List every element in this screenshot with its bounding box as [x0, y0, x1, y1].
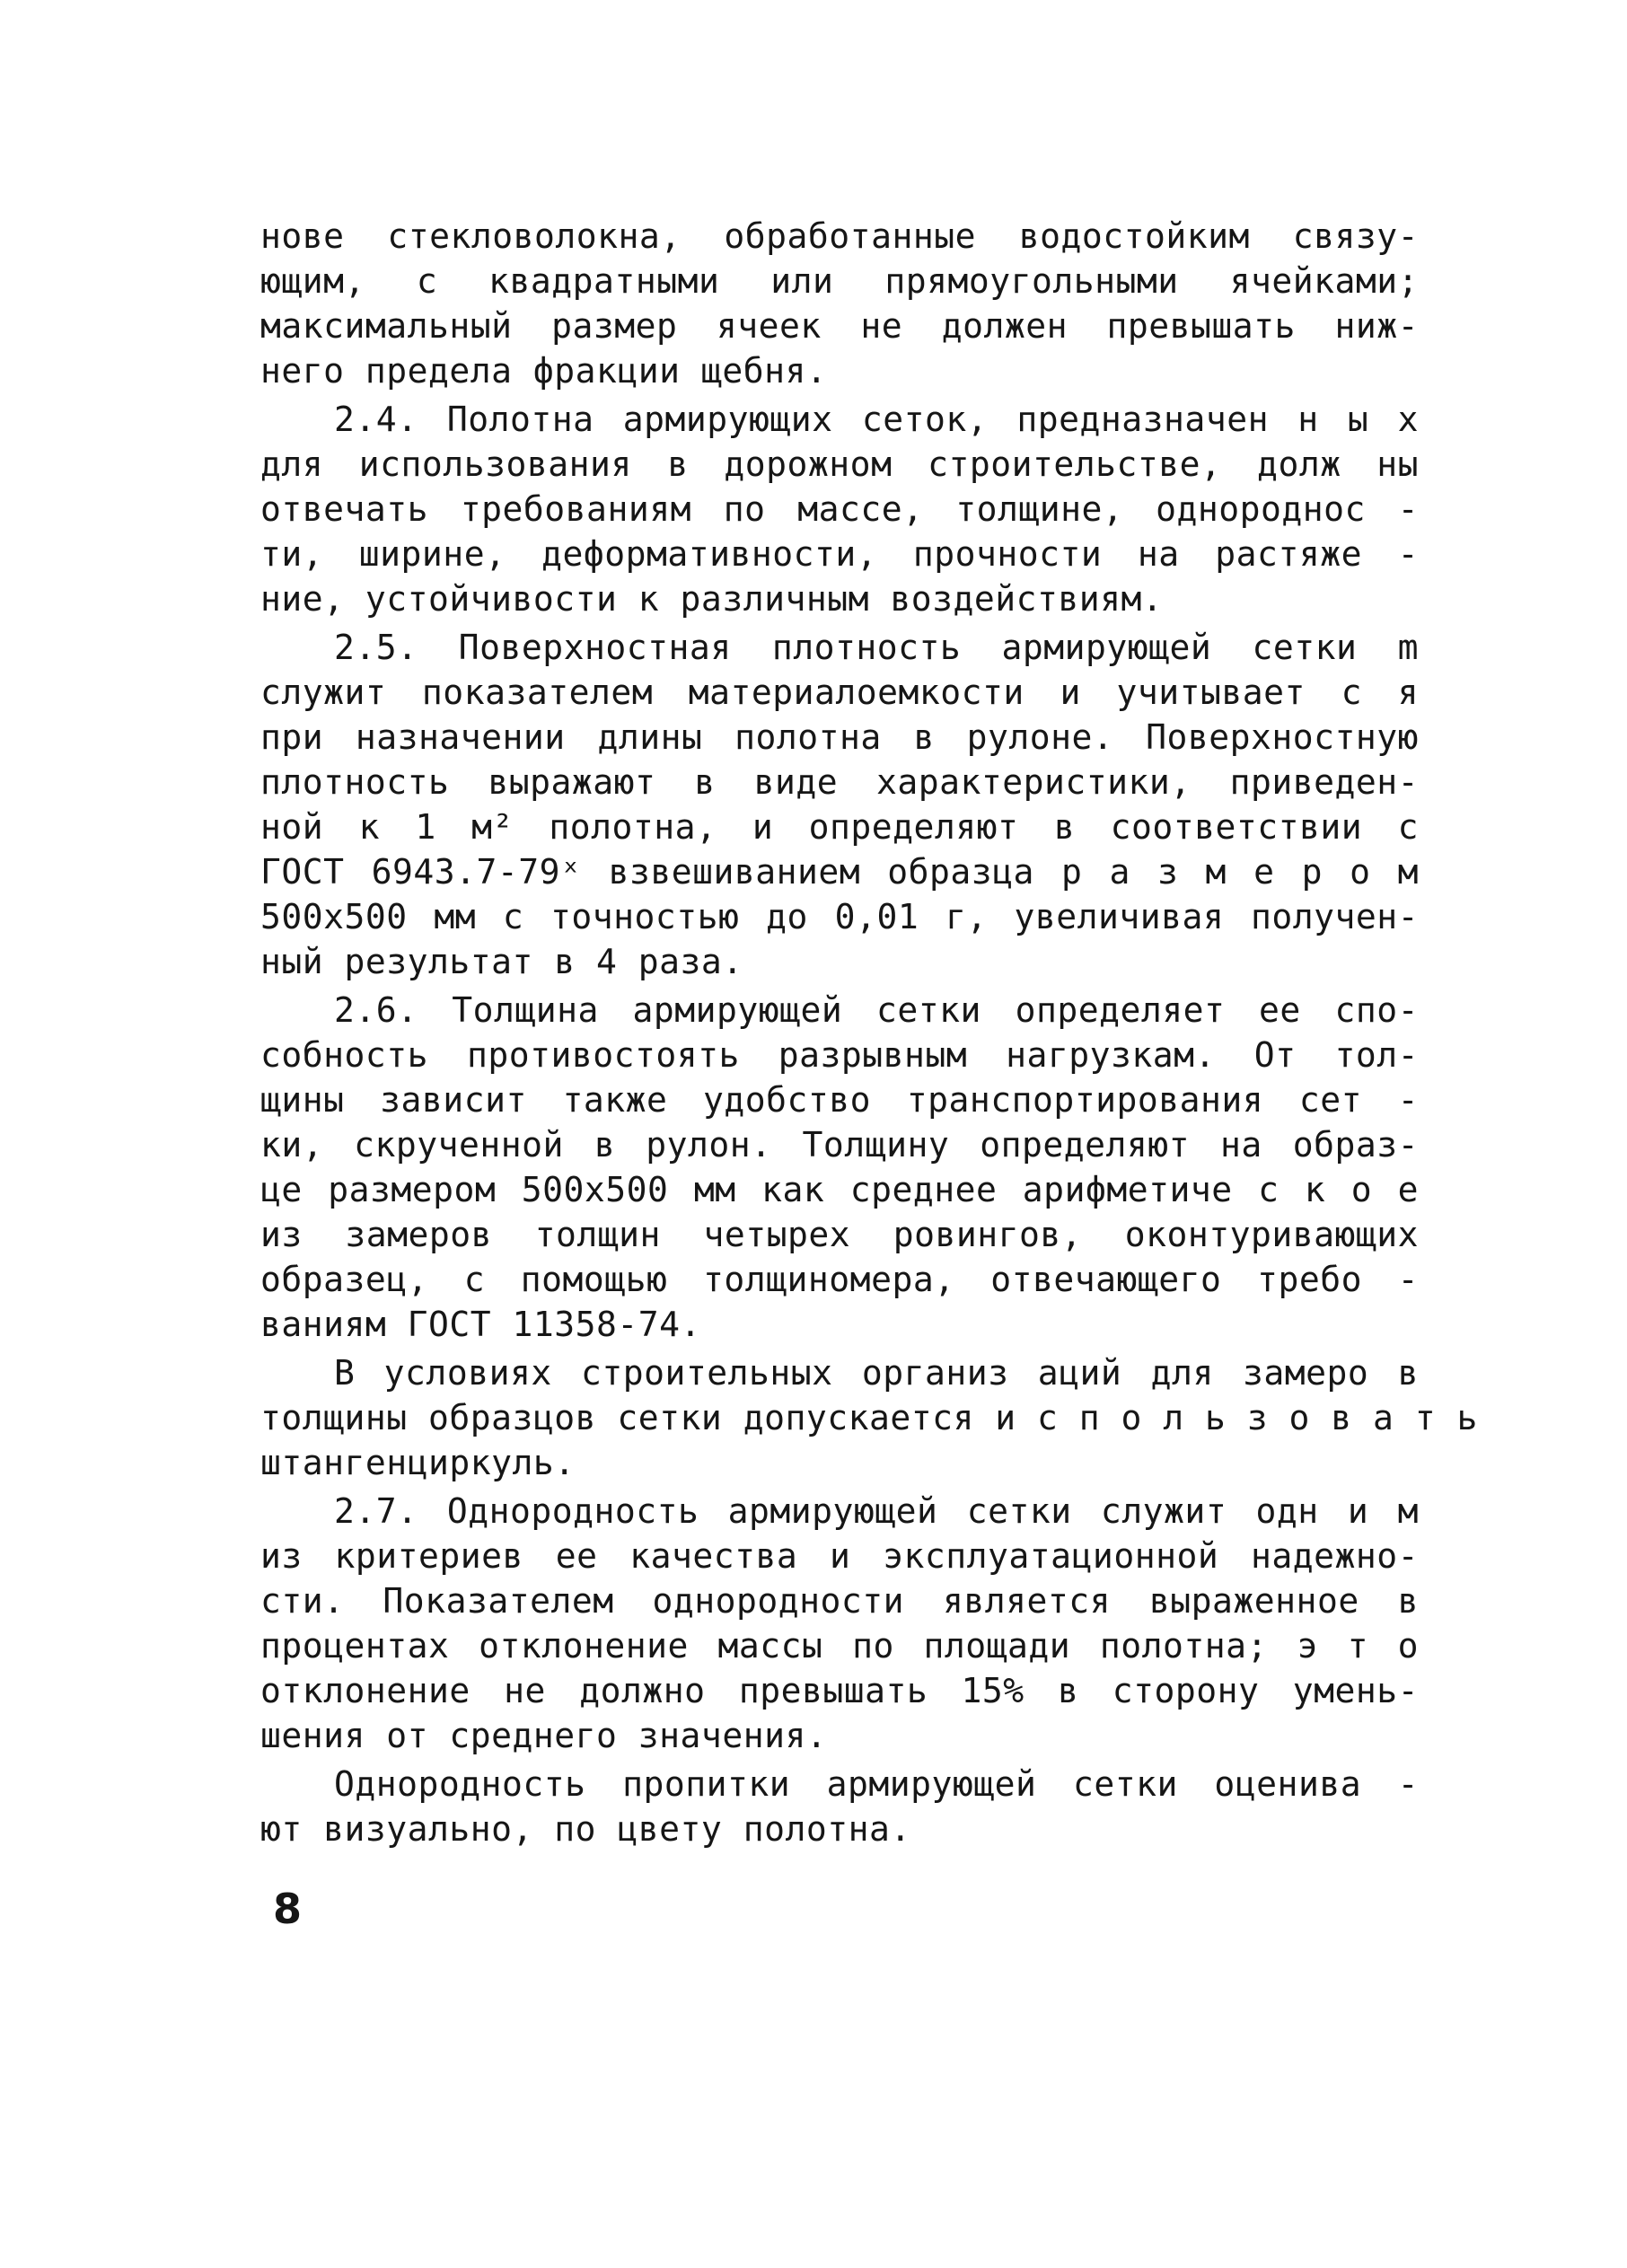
paragraph-2-4	[260, 397, 1419, 621]
text-line: 500х500 мм с точностью до 0,01 г, увеличивая получен-	[260, 897, 1419, 936]
text-line: ки, скрученной в рулон. Толщину определяют на образ-	[260, 1125, 1419, 1165]
paragraph-2-5	[260, 625, 1419, 984]
text-line: для использования в дорожном строительстве, долж ны	[260, 444, 1419, 484]
text-line: ние, устойчивости к различным воздействиям.	[260, 579, 1164, 619]
text-line: процентах отклонение массы по площади полотна; э т о	[260, 1626, 1419, 1666]
page-number: 8	[273, 1885, 303, 1933]
text-line: 2.5. Поверхностная плотность армирующей сетки m	[334, 628, 1419, 667]
text-line: ти, ширине, деформативности, прочности на растяже -	[260, 534, 1419, 574]
text-line: В условиях строительных организ аций для замеро в	[334, 1353, 1419, 1393]
text-line: шения от среднего значения.	[260, 1716, 828, 1755]
text-line: сти. Показателем однородности является выраженное в	[260, 1581, 1419, 1621]
text-line: це размером 500х500 мм как среднее арифметиче с к о е	[260, 1170, 1419, 1209]
paragraph-impregnation	[260, 1762, 1419, 1851]
text-line: ГОСТ 6943.7-79ˣ взвешиванием образца р а з м е р о м	[260, 852, 1419, 892]
text-line: Однородность пропитки армирующей сетки оценива -	[334, 1764, 1419, 1804]
text-line: щины зависит также удобство транспортирования сет -	[260, 1080, 1419, 1120]
text-line: ный результат в 4 раза.	[260, 942, 743, 981]
text-line: при назначении длины полотна в рулоне. Поверхностную	[260, 717, 1419, 757]
text-line: него предела фракции щебня.	[260, 351, 828, 391]
text-line: ваниям ГОСТ 11358-74.	[260, 1305, 701, 1344]
text-line: образец, с помощью толщиномера, отвечающего требо -	[260, 1260, 1419, 1299]
text-line: штангенциркуль.	[260, 1443, 576, 1482]
paragraph-2-6	[260, 988, 1419, 1347]
text-line: ющим, с квадратными или прямоугольными ячейками;	[260, 261, 1419, 301]
text-line: из замеров толщин четырех ровингов, оконтуривающих	[260, 1215, 1419, 1254]
text-line: из критериев ее качества и эксплуатационной надежно-	[260, 1536, 1419, 1576]
text-line: нове стекловолокна, обработанные водостойким связу-	[260, 216, 1419, 256]
body-text	[260, 214, 1478, 1855]
text-line: максимальный размер ячеек не должен превышать ниж-	[260, 306, 1419, 346]
text-line: 2.7. Однородность армирующей сетки служит одн и м	[334, 1491, 1419, 1531]
text-line: ной к 1 м² полотна, и определяют в соответствии с	[260, 807, 1419, 847]
text-line: собность противостоять разрывным нагрузкам. От тол-	[260, 1035, 1419, 1075]
text-line: служит показателем материалоемкости и учитывает с я	[260, 672, 1419, 712]
paragraph-2-7	[260, 1489, 1419, 1758]
paragraph-caliper	[260, 1350, 1478, 1485]
text-line: толщины образцов сетки допускается и с п о л ь з о в а т ь	[260, 1398, 1478, 1437]
text-line: отклонение не должно превышать 15% в сторону умень-	[260, 1671, 1419, 1710]
text-line: 2.4. Полотна армирующих сеток, предназначен н ы х	[334, 400, 1419, 439]
text-line: 2.6. Толщина армирующей сетки определяет ее спо-	[334, 990, 1419, 1030]
text-line: ют визуально, по цвету полотна.	[260, 1809, 911, 1849]
text-line: плотность выражают в виде характеристики, приведен-	[260, 762, 1419, 802]
text-line: отвечать требованиям по массе, толщине, однороднос -	[260, 489, 1419, 529]
paragraph-2-3-continuation	[260, 214, 1419, 393]
